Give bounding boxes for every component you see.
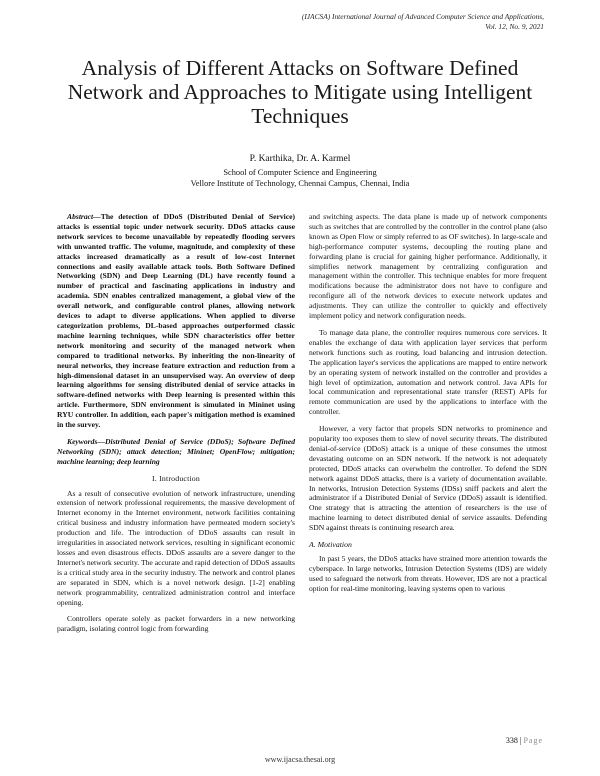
keywords: [57, 437, 295, 467]
intro-paragraph-2: Controllers operate solely as packet forwarders in a new networking paradigm, isolating control logic from forwarding: [57, 614, 295, 634]
keywords-text: Distributed Denial of Service (DDoS); Software Defined Networking (SDN); attack detection; Mininet; OpenFlow; mitigation; machine learning; deep learning: [57, 436, 295, 466]
page-number-value: 338: [505, 736, 518, 745]
abstract-label: Abstract—: [67, 212, 101, 221]
journal-header-line2: Vol. 12, No. 9, 2021: [485, 22, 544, 31]
authors: P. Karthika, Dr. A. Karmel: [249, 154, 351, 164]
affiliation: [50, 167, 550, 189]
abstract-text: The detection of DDoS (Distributed Denial of Service) attacks is essential topic under network security. DDoS attacks cause network services to become unavailable by repeatedly flooding servers with unwanted traffic. The volume, magnitude, and complexity of these attacks increased dramatically as a result of low-cost Internet connections and easily available attack tools. Both Software Defined Networking (SDN) and Deep Learning (DL) have recently found a number of practical and fascinating applications in industry and academia. SDN enables centralized management, a global view of the overall network, and configurable control planes, allowing network devices to adapt to diverse applications. When applied to diverse categorization problems, DL-based approaches outperformed classic machine learning techniques, while SDN characteristics offer better network monitoring and security of the managed network when compared to traditional networks. By inheriting the non-linearity of neural networks, they increase feature extraction and reduction from a high-dimensional dataset in an unsupervised way. An overview of deep learning algorithms for sensing distributed denial of service attacks in software-defined networks with Deep learning is presented within this article. Furthermore, SDN environment is simulated in Mininet using RYU controller. In addition, each paper's mitigation method is examined in the survey.: [57, 212, 295, 430]
subsection-heading-motivation: A. Motivation: [309, 540, 352, 550]
affiliation-line2: Vellore Institute of Technology, Chennai Campus, Chennai, India: [190, 179, 410, 189]
page-word: Page: [523, 736, 543, 745]
right-paragraph-2: To manage data plane, the controller requires numerous core services. It enables the exchange of data with application layer services that perform network functions such as routing, load balancing and intrusion detection. The application layer's services the applications are mapped to entire network by an operating system of network installed on the controller and provides a high level of optimization, automation and network control. Java APIs for local communication and representational state transfer (REST) APIs for remote communication are used by the applications to interface with the controller.: [309, 327, 547, 417]
journal-header-line1: (IJACSA) International Journal of Advanced Computer Science and Applications,: [301, 12, 544, 21]
section-heading-introduction: I. Introduction: [151, 473, 201, 483]
left-column: [57, 212, 295, 641]
right-paragraph-4: In past 5 years, the DDoS attacks have strained more attention towards the cyberspace. In large networks, Intrusion Detection Systems (IDS) are widely used to safeguard the network from threats. However, IDS are not a practical option for real-time monitoring, leaving systems open to various: [309, 554, 547, 593]
intro-paragraph-1: As a result of consecutive evolution of network infrastructure, unending extension of network professional requirements, the massive development of Internet economy in the Internet environment, network facilities containing critical business and industry information have permeated modern society's production and life. The introduction of DDoS assaults can result in irregularities in associated network services, resulting in significant economic losses and even disastrous effects. DDoS assaults are a severe danger to the Internet's network security. The accurate and rapid detection of DDoS assaults is a critical study area in the security industry. The network and control planes are separated in SDN, which is a novel network design. [1-2] enabling network programmability, centralized administration control and interface opening.: [57, 488, 295, 607]
page-number-separator: |: [517, 736, 524, 745]
paper-title: Analysis of Different Attacks on Software Defined Network and Approaches to Mitigate using Intelligent Techniques: [67, 56, 533, 128]
right-paragraph-3: However, a very factor that propels SDN networks to prominence and popularity too exposes them to slew of novel security threats. The distributed denial-of-service (DDoS) attack is a unique of these consumes the utmost devastating outcome on an SDN network. If the network is not adequately protected, DDoS attacks can overwhelm the controller. To defend the SDN network against DDoS attacks, there is a variety of documentation available. In networks, Intrusion Detection Systems (IDSs) sniff packets and alert the administrator if a Distributed Denial of Service (DDoS) assault is identified. One strategy that is attracting the attention of researchers is the use of machine learning to detect distributed denial of service assaults. Defending SDN against threats is continuing research area.: [309, 424, 547, 533]
page-number: [506, 736, 543, 745]
right-column: [309, 212, 547, 601]
affiliation-line1: School of Computer Science and Engineering: [223, 168, 377, 177]
footer-url: www.ijacsa.thesai.org: [264, 755, 336, 764]
journal-header: [124, 12, 544, 32]
keywords-label: Keywords—: [67, 436, 105, 446]
right-paragraph-1: and switching aspects. The data plane is made up of network components such as switches that are controlled by the controller in the control plane (also known as Open Flow or simply referred to as OF switches). In large-scale and high-performance computer systems, decoupling the routing plane and forwarding plane is crucial for gaining higher performance. Additionally, it simplifies network management by centralizing configuration and management within the controller. This technique enables for more frequent modifications because the administrator does not have to configure and reconfigure all of the network devices to execute network updates and adjustments. They can utilize the controller to quickly and effectively implement policy and network configuration needs.: [309, 212, 547, 321]
abstract: [57, 212, 295, 430]
